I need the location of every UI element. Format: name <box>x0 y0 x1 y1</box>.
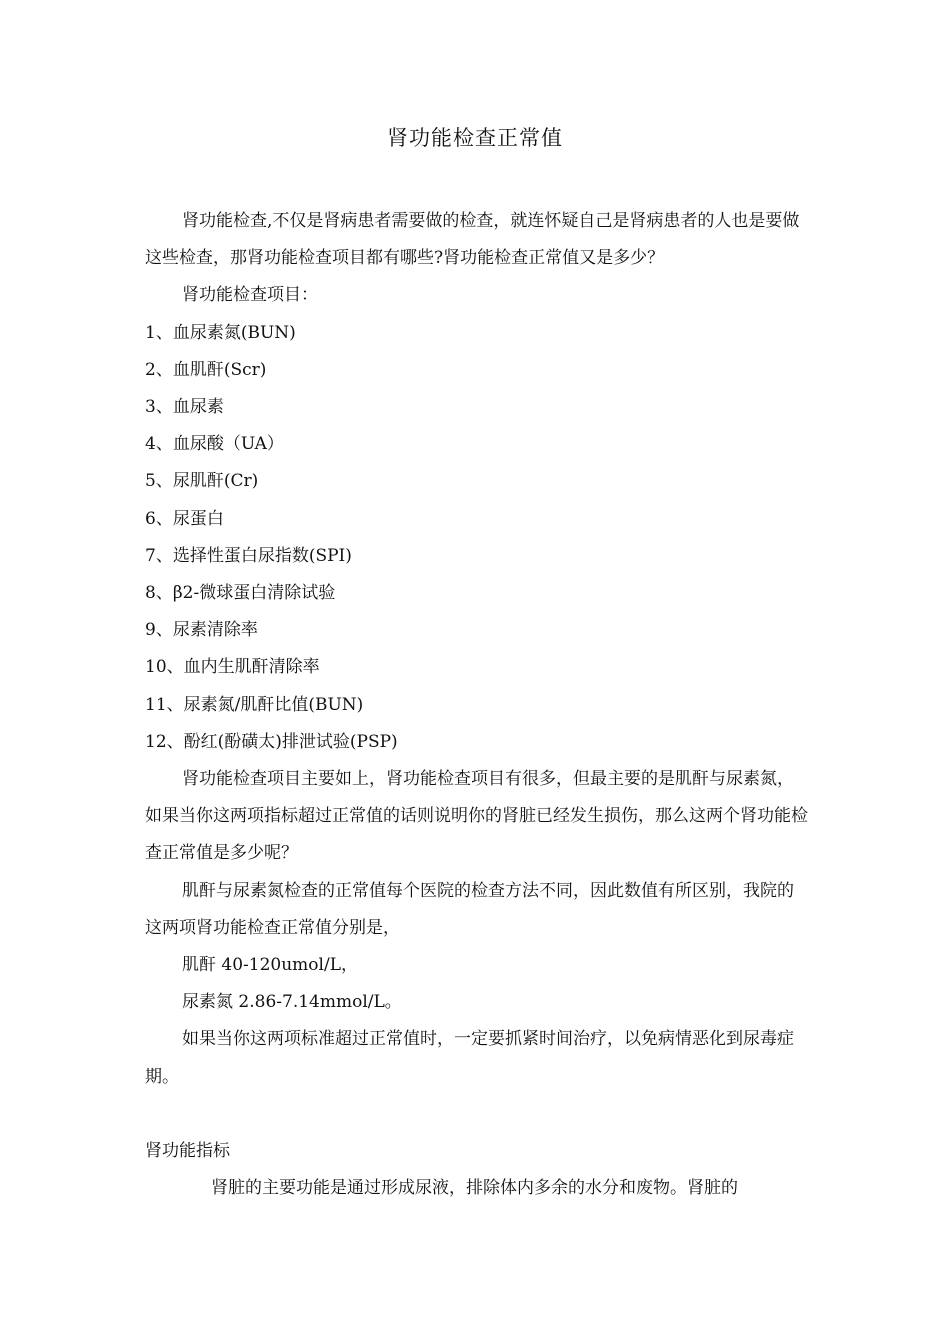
intro-paragraph: 肾功能检查,不仅是肾病患者需要做的检查，就连怀疑自己是肾病患者的人也是要做这些检查，那肾功能检查项目都有哪些?肾功能检查正常值又是多少？ <box>145 211 800 269</box>
list-item: 6、尿蛋白 <box>145 508 224 529</box>
list-item: 1、血尿素氮(BUN) <box>145 322 296 343</box>
list-item: 8、β2-微球蛋白清除试验 <box>145 583 336 604</box>
creatinine-value: 肌酐 40-120umol/L， <box>182 955 358 976</box>
section-spacer <box>145 1096 810 1133</box>
list-item: 10、血内生肌酐清除率 <box>145 657 320 678</box>
advice-paragraph: 如果当你这两项标准超过正常值时，一定要抓紧时间治疗，以免病情恶化到尿毒症期。 <box>145 1029 794 1087</box>
section-heading: 肾功能指标 <box>145 1140 230 1161</box>
list-item: 4、血尿酸（UA） <box>145 434 284 455</box>
bun-value: 尿素氮 2.86-7.14mmol/L。 <box>182 992 402 1013</box>
section-paragraph: 肾脏的主要功能是通过形成尿液，排除体内多余的水分和废物。肾脏的 <box>211 1178 738 1199</box>
document-body <box>145 203 810 1207</box>
check-items-list <box>145 315 810 761</box>
list-item: 9、尿素清除率 <box>145 620 258 641</box>
list-item: 5、尿肌酐(Cr) <box>145 471 259 492</box>
list-item: 11、尿素氮/肌酐比值(BUN) <box>145 694 364 715</box>
page-title: 肾功能检查正常值 <box>387 126 563 150</box>
list-item: 3、血尿素 <box>145 397 224 418</box>
items-heading: 肾功能检查项目： <box>182 285 318 306</box>
list-item: 7、选择性蛋白尿指数(SPI) <box>145 545 352 566</box>
list-item: 2、血肌酐(Scr) <box>145 359 267 380</box>
summary-paragraph: 肾功能检查项目主要如上，肾功能检查项目有很多，但最主要的是肌酐与尿素氮，如果当你这两项指标超过正常值的话则说明你的肾脏已经发生损伤，那么这两个肾功能检查正常值是多少呢？ <box>145 769 808 864</box>
normal-values-intro: 肌酐与尿素氮检查的正常值每个医院的检查方法不同，因此数值有所区别，我院的这两项肾功能检查正常值分别是， <box>145 880 794 938</box>
list-item: 12、酚红(酚磺太)排泄试验(PSP) <box>145 731 398 752</box>
